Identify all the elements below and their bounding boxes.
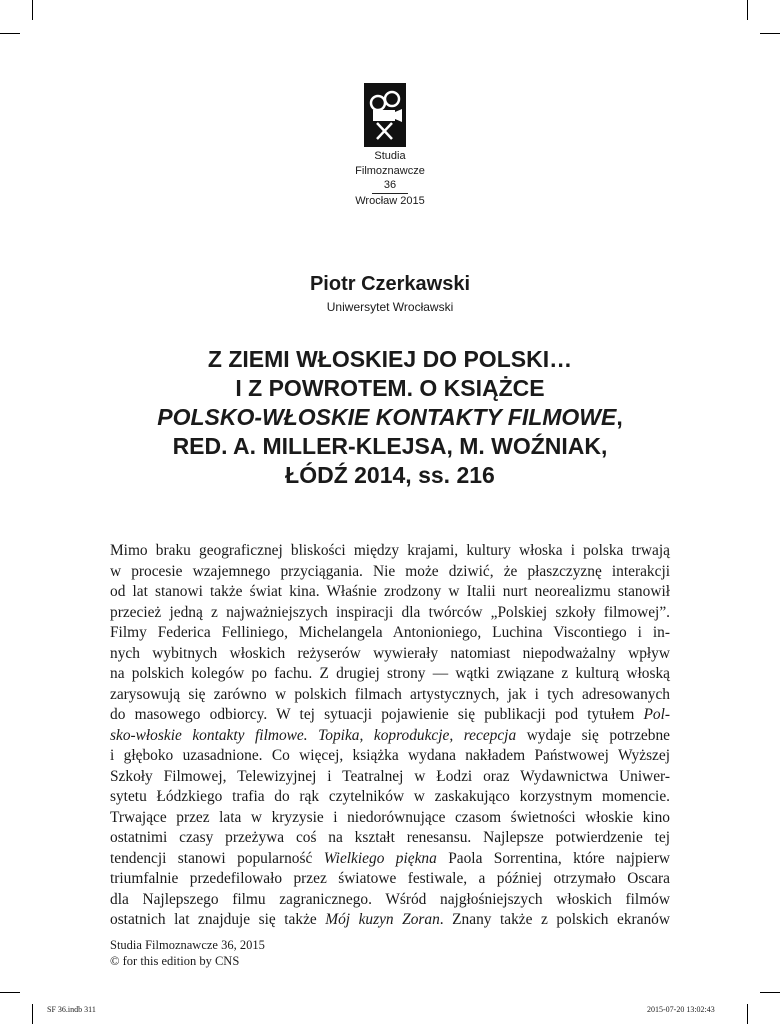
body-line: przecież jedną z najważniejszych inspiracji dla twórców „Polskiej szkoły filmowej”. xyxy=(110,603,670,621)
article-body xyxy=(110,541,670,931)
journal-place-year: Wrocław 2015 xyxy=(355,194,425,207)
footer-journal: Studia Filmoznawcze 36, 2015 xyxy=(110,938,265,952)
body-line: nych wybitnych włoskich reżyserów wywierały natomiast niepodważalny wpływ xyxy=(110,644,670,662)
crop-mark xyxy=(747,0,748,20)
body-line: Mimo braku geograficznej bliskości między krajami, kultury włoska i polska trwają xyxy=(110,542,670,559)
body-text: tendencji stanowi popularność xyxy=(110,849,324,867)
body-line: w procesie wzajemnego przyciągania. Nie może dziwić, że płaszczyznę interakcji xyxy=(110,562,670,580)
copyright-footer xyxy=(110,937,410,969)
body-line: i głęboko uzasadnione. Co więcej, książka wydana nakładem Państwowej Wyższej xyxy=(110,747,670,764)
title-line: Z ZIEMI WŁOSKIEJ DO POLSKI… xyxy=(207,346,573,372)
body-line xyxy=(110,726,670,747)
book-title: Pol- xyxy=(643,706,670,723)
body-line: sytetu Łódzkiego trafia do rąk czytelników w zaskakująco korzystnym momencie. xyxy=(110,788,670,805)
journal-volume: 36 xyxy=(383,179,397,191)
body-line xyxy=(110,705,670,726)
journal-name-line2: Filmoznawcze xyxy=(355,164,425,177)
body-line: ostatnimi czasy przeżywa coś na kształt renesansu. Najlepsze potwierdzenie tej xyxy=(110,829,670,846)
body-line: zarysowują się zarówno w polskich filmach artystycznych, jak i tych adresowanych xyxy=(110,685,670,703)
slug-filename: SF 36.indb 311 xyxy=(47,1005,96,1014)
body-line: Szkoły Filmowej, Telewizyjnej i Teatralnej w Łodzi oraz Wydawnictwa Uniwer- xyxy=(110,767,670,785)
body-text: wydaje się potrzebne xyxy=(516,726,670,744)
footer-copyright: © for this edition by CNS xyxy=(110,954,240,968)
crop-mark xyxy=(32,0,33,20)
crop-mark xyxy=(0,992,20,993)
body-text: do masowego odbiorcy. W tej sytuacji pojawienie się publikacji pod tytułem xyxy=(110,706,644,723)
crop-mark xyxy=(760,992,780,993)
body-text: Paola Sorrentina, które najpierw xyxy=(436,849,671,867)
crop-mark xyxy=(747,1004,748,1024)
title-line: ŁÓDŹ 2014, ss. 216 xyxy=(285,462,495,488)
film-title: Wielkiego piękna xyxy=(323,849,437,867)
body-text: ostatnich lat znajduje się także xyxy=(110,911,326,928)
journal-name-line1: Studia xyxy=(374,150,406,162)
body-line: dla Najlepszego filmu zagranicznego. Wśród najgłośniejszych włoskich filmów xyxy=(110,890,670,908)
article-title xyxy=(100,345,680,490)
body-line xyxy=(110,910,670,931)
title-book-name: POLSKO-WŁOSKIE KONTAKTY FILMOWE xyxy=(157,404,617,430)
crop-mark xyxy=(0,33,20,34)
journal-info xyxy=(290,149,490,208)
body-text: . Znany także z polskich ekranów xyxy=(439,911,670,928)
body-line: na polskich kolegów po fachu. Z drugiej strony — wątki związane z kulturą włoską xyxy=(110,665,670,682)
author-name: Piotr Czerkawski xyxy=(309,273,471,295)
crop-mark xyxy=(32,1004,33,1024)
film-camera-logo-icon xyxy=(364,83,406,147)
title-line xyxy=(100,403,680,432)
slug-timestamp: 2015-07-20 13:02:43 xyxy=(647,1005,715,1014)
body-line xyxy=(110,849,670,870)
body-line: od lat stanowi także świat kina. Właśnie zrodzony w Italii nurt neorealizmu stanowił xyxy=(110,583,670,600)
body-line: Filmy Federica Felliniego, Michelangela Antonioniego, Luchina Viscontiego i in- xyxy=(110,624,670,641)
crop-mark xyxy=(760,33,780,34)
title-line: RED. A. MILLER-KLEJSA, M. WOŹNIAK, xyxy=(172,433,608,459)
film-title: Mój kuzyn Zoran xyxy=(325,911,440,928)
title-line: I Z POWROTEM. O KSIĄŻCE xyxy=(235,375,545,401)
book-title: sko-włoskie kontakty filmowe. Topika, koprodukcje, recepcja xyxy=(110,726,517,744)
body-line: triumfalnie przedefilowało przez światowe festiwale, a później otrzymało Oscara xyxy=(110,870,670,887)
title-comma: , xyxy=(616,404,623,430)
author-affiliation: Uniwersytet Wrocławski xyxy=(326,300,454,314)
body-line: Trwające przez lata w kryzysie i niedorównujące czasom świetności włoskie kino xyxy=(110,808,670,826)
